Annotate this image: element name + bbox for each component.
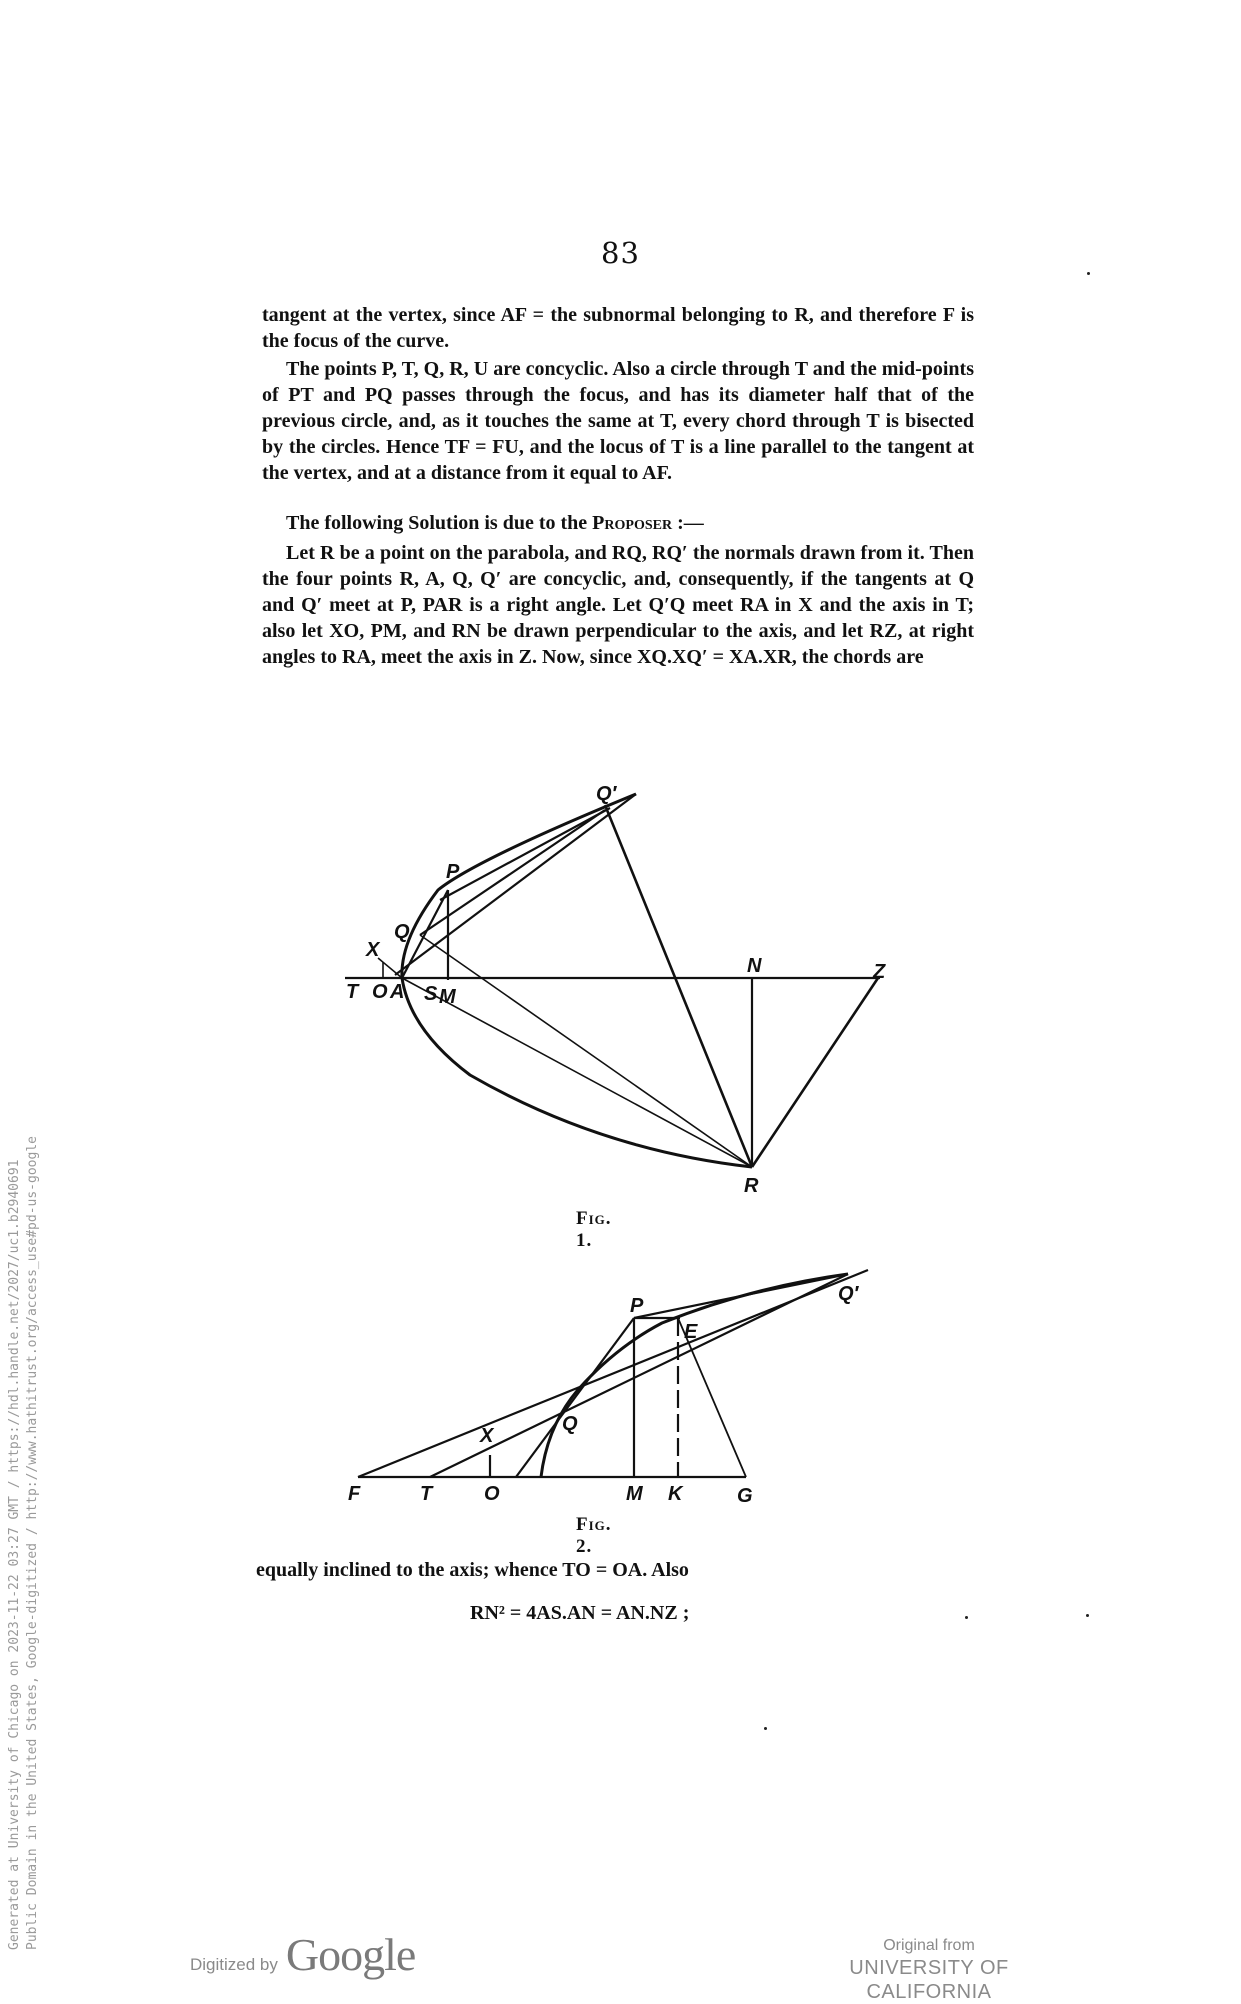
- p-qp-tangent: [634, 1274, 848, 1318]
- label-n: N: [747, 955, 762, 977]
- label-o-2: O: [484, 1483, 500, 1505]
- scan-speck: [1086, 1614, 1089, 1617]
- digitized-by-google: [190, 1928, 416, 1980]
- label-t-2: T: [420, 1483, 433, 1505]
- hathitrust-watermark: [6, 1136, 42, 1950]
- proposer-word: Proposer: [592, 512, 673, 534]
- original-from-label: Original from: [883, 1937, 975, 1954]
- label-o: O: [372, 981, 388, 1003]
- label-s: S: [424, 983, 438, 1005]
- label-q-2: Q: [562, 1413, 578, 1435]
- label-k: K: [668, 1483, 683, 1505]
- label-p: P: [446, 861, 460, 883]
- paragraph-4: Let R be a point on the parabola, and RQ, RQ′ the normals drawn from it. Then the four points R, A, Q, Q′ are concyclic, and, consequently, if the tangents at Q and Q′ meet at P, PAR is a right angle. Let Q′Q meet RA in X and the axis in T; also let XO, PM, and RN be drawn perpendicular to the axis, and let RZ, at right angles to RA, meet the axis in Z. Now, since XQ.XQ′ = XA.XR, the chords are: [262, 542, 974, 668]
- label-a: A: [390, 981, 405, 1003]
- label-g: G: [737, 1485, 753, 1507]
- label-e: E: [684, 1321, 698, 1343]
- paragraph-2: The points P, T, Q, R, U are concyclic. Also a circle through T and the mid-points of PT and PQ passes through the focus, and has its diameter half that of the previous circle, and, as it touches the same at T, every chord through T is bisected by the circles. Hence TF = FU, and the locus of T is a line parallel to the tangent at the vertex, and at a distance from it equal to AF.: [262, 358, 974, 484]
- digitized-by-label: Digitized by: [190, 1955, 278, 1974]
- page-number: 83: [601, 236, 640, 270]
- label-q: Q: [394, 921, 410, 943]
- label-m-2: M: [626, 1483, 643, 1505]
- after-figure-text: equally inclined to the axis; whence TO = OA. Also: [256, 1559, 689, 1581]
- watermark-line-1: Generated at University of Chicago on 2023-11-22 03:27 GMT / https://hdl.handle.net/2027/uc1.b2940691: [7, 1159, 22, 1950]
- paragraph-3-tail: :—: [672, 512, 704, 534]
- scan-speck: [764, 1727, 767, 1730]
- formula: RN² = 4AS.AN = AN.NZ ;: [470, 1602, 690, 1624]
- label-z: Z: [873, 961, 886, 983]
- label-x: X: [366, 939, 380, 961]
- label-x-2: X: [480, 1425, 494, 1447]
- watermark-line-2: Public Domain in the United States, Google-digitized / http://www.hathitrust.org/access_use#pd-us-google: [25, 1136, 40, 1950]
- label-t: T: [346, 981, 359, 1003]
- institution-name: UNIVERSITY OF CALIFORNIA: [849, 1957, 1009, 2003]
- label-f: F: [348, 1483, 361, 1505]
- google-logo: Google: [285, 1929, 416, 1980]
- figure-1-caption: Fig. 1.: [576, 1208, 612, 1251]
- label-r: R: [744, 1175, 759, 1197]
- label-m: M: [439, 986, 456, 1008]
- figure-2-caption: Fig. 2.: [576, 1514, 612, 1557]
- label-q-prime-2: Q′: [838, 1283, 859, 1305]
- o-p-tangent: [516, 1318, 634, 1477]
- label-p-2: P: [630, 1295, 644, 1317]
- scan-speck: [965, 1616, 968, 1619]
- label-q-prime: Q′: [596, 783, 617, 805]
- paragraph-3-lead: The following Solution is due to the: [286, 512, 593, 534]
- original-from: [794, 1936, 1064, 2004]
- scan-speck: [1087, 272, 1090, 275]
- paragraph-1: tangent at the vertex, since AF = the subnormal belonging to R, and therefore F is the focus of the curve.: [262, 304, 974, 352]
